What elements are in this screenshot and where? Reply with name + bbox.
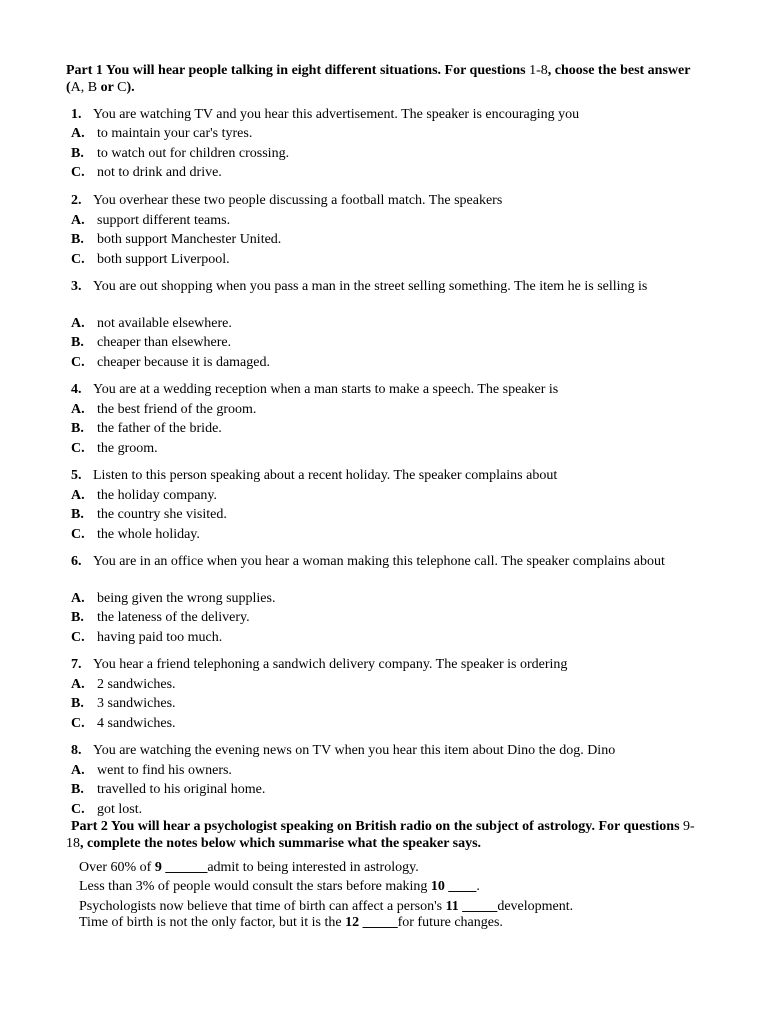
option-8a: A. went to find his owners.: [71, 763, 232, 778]
option-5b: B. the country she visited.: [71, 507, 227, 522]
option-7b: B. 3 sandwiches.: [71, 696, 176, 711]
option-1c: C. not to drink and drive.: [71, 165, 222, 180]
question-8: 8. You are watching the evening news on TV when you hear this item about Dino the dog. Dino: [71, 743, 616, 758]
option-5a: A. the holiday company.: [71, 488, 218, 503]
question-5: 5. Listen to this person speaking about a recent holiday. The speaker complains about: [71, 468, 558, 483]
option-5c: C. the whole holiday.: [71, 527, 200, 542]
question-1: 1. You are watching TV and you hear this advertisement. The speaker is encouraging you: [71, 107, 580, 122]
option-8b: B. travelled to his original home.: [71, 782, 266, 797]
option-6a: A. being given the wrong supplies.: [71, 591, 276, 606]
option-6c: C. having paid too much.: [71, 630, 223, 645]
question-4: 4. You are at a wedding reception when a man starts to make a speech. The speaker is: [71, 382, 559, 397]
option-2b: B. both support Manchester United.: [71, 232, 282, 247]
question-7: 7. You hear a friend telephoning a sandwich delivery company. The speaker is ordering: [71, 657, 568, 672]
note-10: Less than 3% of people would consult the stars before making 10 ____.: [79, 879, 480, 894]
option-6b: B. the lateness of the delivery.: [71, 610, 250, 625]
option-1b: B. to watch out for children crossing.: [71, 146, 290, 161]
note-11: Psychologists now believe that time of birth can affect a person's 11 _____development.: [79, 899, 574, 914]
option-7c: C. 4 sandwiches.: [71, 716, 176, 731]
option-1a: A. to maintain your car's tyres.: [71, 126, 253, 141]
option-3c: C. cheaper because it is damaged.: [71, 355, 270, 370]
option-4a: A. the best friend of the groom.: [71, 402, 257, 417]
note-12: Time of birth is not the only factor, but it is the 12 _____for future changes.: [79, 915, 503, 930]
note-9: Over 60% of 9 ______admit to being interested in astrology.: [79, 860, 419, 875]
option-3b: B. cheaper than elsewhere.: [71, 335, 232, 350]
option-4c: C. the groom.: [71, 441, 158, 456]
question-2: 2. You overhear these two people discussing a football match. The speakers: [71, 193, 503, 208]
part2-heading: Part 2 You will hear a psychologist speaking on British radio on the subject of astrology. For questions 9-18, complete the notes below which summarise what the speaker says.: [66, 819, 695, 851]
option-2a: A. support different teams.: [71, 213, 231, 228]
option-3a: A. not available elsewhere.: [71, 316, 232, 331]
option-8c: C. got lost.: [71, 802, 143, 817]
part1-heading: Part 1 You will hear people talking in eight different situations. For questions 1-8, choose the best answer (A, B or C).: [66, 63, 691, 95]
option-7a: A. 2 sandwiches.: [71, 677, 176, 692]
question-6: 6. You are in an office when you hear a woman making this telephone call. The speaker complains about: [71, 554, 665, 569]
option-2c: C. both support Liverpool.: [71, 252, 230, 267]
question-3: 3. You are out shopping when you pass a man in the street selling something. The item he is selling is: [71, 279, 648, 294]
option-4b: B. the father of the bride.: [71, 421, 222, 436]
